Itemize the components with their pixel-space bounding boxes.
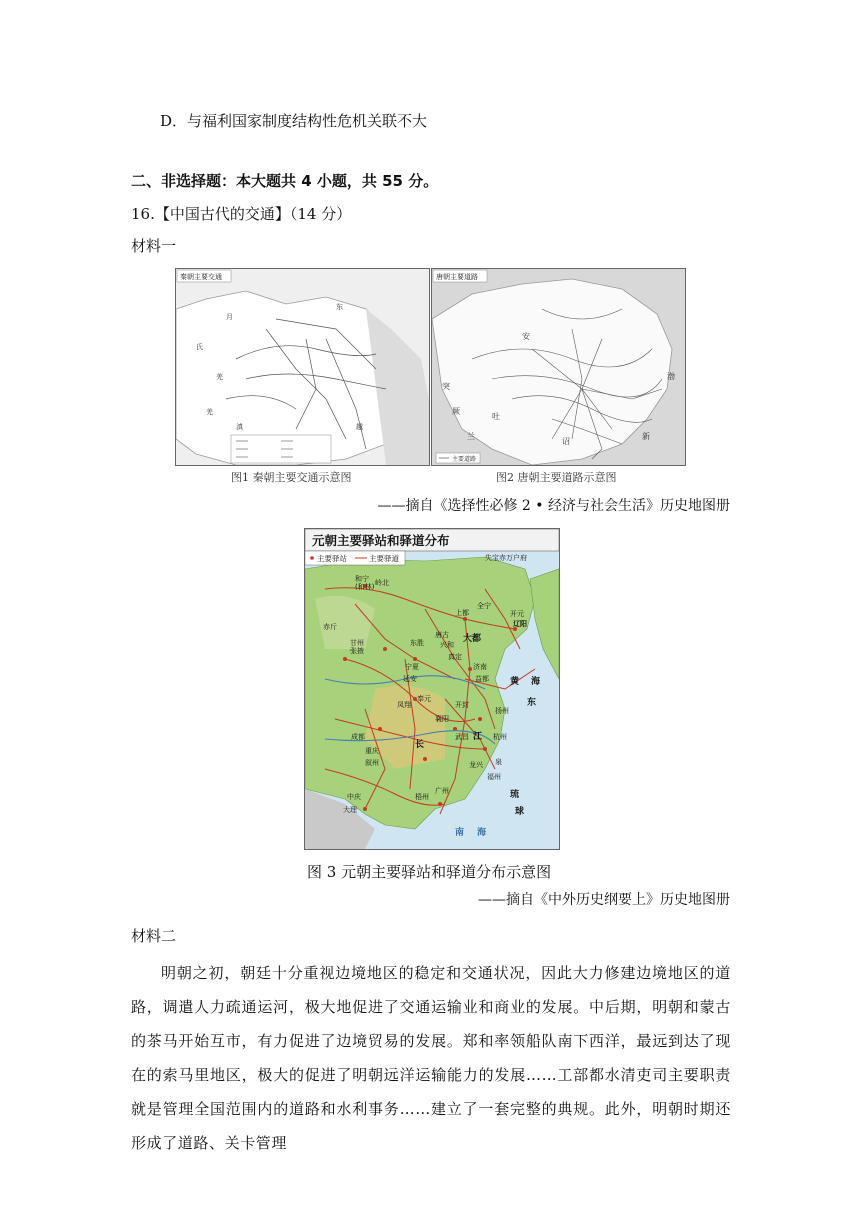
option-d: D．与福利国家制度结构性危机关联不大 [160,112,428,130]
material1-label: 材料一 [131,237,177,255]
place-label: 叙州 [365,759,379,767]
place-label: 龙兴 [469,761,483,769]
place-label: 襄阳 [435,715,449,723]
place-label: 岭北 [375,579,389,587]
place-label: 琉 [510,790,520,800]
qin-map-inner-title: 秦朝主要交通 [180,273,222,281]
place-label: 东胜 [410,639,424,647]
place-label: 南 [455,828,465,838]
svg-text:越: 越 [356,423,363,431]
place-label: 东 [527,698,537,708]
svg-text:厥: 厥 [452,407,460,416]
yuan-postal-map [304,528,560,850]
yuan-legend-station: 主要驿站 [317,554,347,563]
place-label: 开封 [455,701,469,709]
material2-text: 明朝之初，朝廷十分重视边境地区的稳定和交通状况，因此大力修建边境地区的道路，调遣人力疏通运河，极大地促进了交通运输业和商业的发展。中后期，明朝和蒙古的茶马开始互市，有力促进了边境贸易的发展。郑和率领船队南下西洋，最远到达了现在的索马里地区，极大的促进了明朝远洋运输能力的发展……工部都水清吏司主要职责就是管理全国范围内的道路和水利事务……建立了一套完整的典规。此外，明朝时期还形成了道路、关卡管理 [131,964,731,1152]
tang-roads-map [431,268,686,466]
question-title: 【中国古代的交通】（14 分） [154,205,352,223]
place-label: 全宁 [477,602,491,610]
place-label: 甘州 [350,639,364,647]
material2-paragraph [131,956,731,1160]
place-label: 江 [473,732,483,742]
place-label: 武昌 [455,733,469,741]
svg-text:东: 东 [336,303,343,311]
source-citation-1: ——摘自《选择性必修 2 • 经济与社会生活》历史地图册 [377,498,730,514]
place-label: 奉元 [417,695,431,703]
place-label: 广州 [435,787,449,795]
place-label: 兴和 [440,641,454,649]
place-label: 济南 [473,663,487,671]
yuan-legend-road: 主要驿道 [369,554,399,563]
question-16 [131,203,351,224]
yuan-map-title: 元朝主要驿站和驿道分布 [312,533,450,548]
svg-text:安: 安 [522,332,530,341]
svg-text:渤: 渤 [667,372,675,381]
place-label: 成都 [351,733,365,741]
svg-text:羌: 羌 [206,408,213,416]
svg-text:兰: 兰 [467,432,475,441]
place-label: 中庆 [347,793,361,801]
svg-text:月: 月 [226,313,233,321]
place-label: 重庆 [365,747,379,755]
place-label: 真定 [448,653,462,661]
svg-text:羌: 羌 [216,373,223,381]
place-label: 泉 [495,758,502,766]
place-label: 辽阳 [513,620,527,628]
place-label: 黄 [510,677,520,687]
source-citation-2: ——摘自《中外历史纲要上》历史地图册 [478,892,730,908]
svg-text:滇: 滇 [236,423,243,431]
svg-text:吐: 吐 [492,412,500,421]
place-label: 延安 [403,675,417,683]
place-label: 海 [477,828,487,838]
place-label: 海 [531,677,541,687]
place-label: 长 [415,740,425,750]
place-label: 福州 [487,773,501,781]
figure1-caption: 图1 秦朝主要交通示意图 [231,471,352,484]
place-label: 宁夏 [405,663,419,671]
place-label: 杭州 [493,733,507,741]
svg-text:突: 突 [442,382,450,391]
place-label: 上都 [455,609,469,617]
figure3-caption: 图 3 元朝主要驿站和驿道分布示意图 [307,863,552,881]
place-label: 益都 [475,675,489,683]
figure2-caption: 图2 唐朝主要道路示意图 [496,471,617,484]
section-heading: 二、非选择题：本大题共 4 小题，共 55 分。 [131,172,439,190]
place-label: 开元 [510,610,524,618]
qin-transport-map [175,268,430,466]
place-label: 大都 [463,634,482,644]
svg-text:氏: 氏 [196,343,203,351]
place-label: 失宝赤万户府 [485,554,527,562]
tang-map-legend: 主要道路 [452,456,477,463]
place-label: 梧州 [415,793,429,801]
place-label: (和林) [355,583,375,591]
svg-text:新: 新 [642,432,650,441]
place-label: 唐古 [435,631,449,639]
place-label: 大理 [343,806,357,814]
tang-map-inner-title: 唐朝主要道路 [436,273,478,281]
question-number: 16. [131,205,155,223]
svg-text:诏: 诏 [562,437,570,446]
place-label: 张掖 [350,647,364,655]
place-label: 赤斤 [323,623,337,631]
place-label: 球 [515,807,525,817]
place-label: 和宁 [355,575,369,583]
place-label: 扬州 [495,707,509,715]
place-label: 凤翔 [397,701,411,709]
material2-label: 材料二 [131,927,177,945]
